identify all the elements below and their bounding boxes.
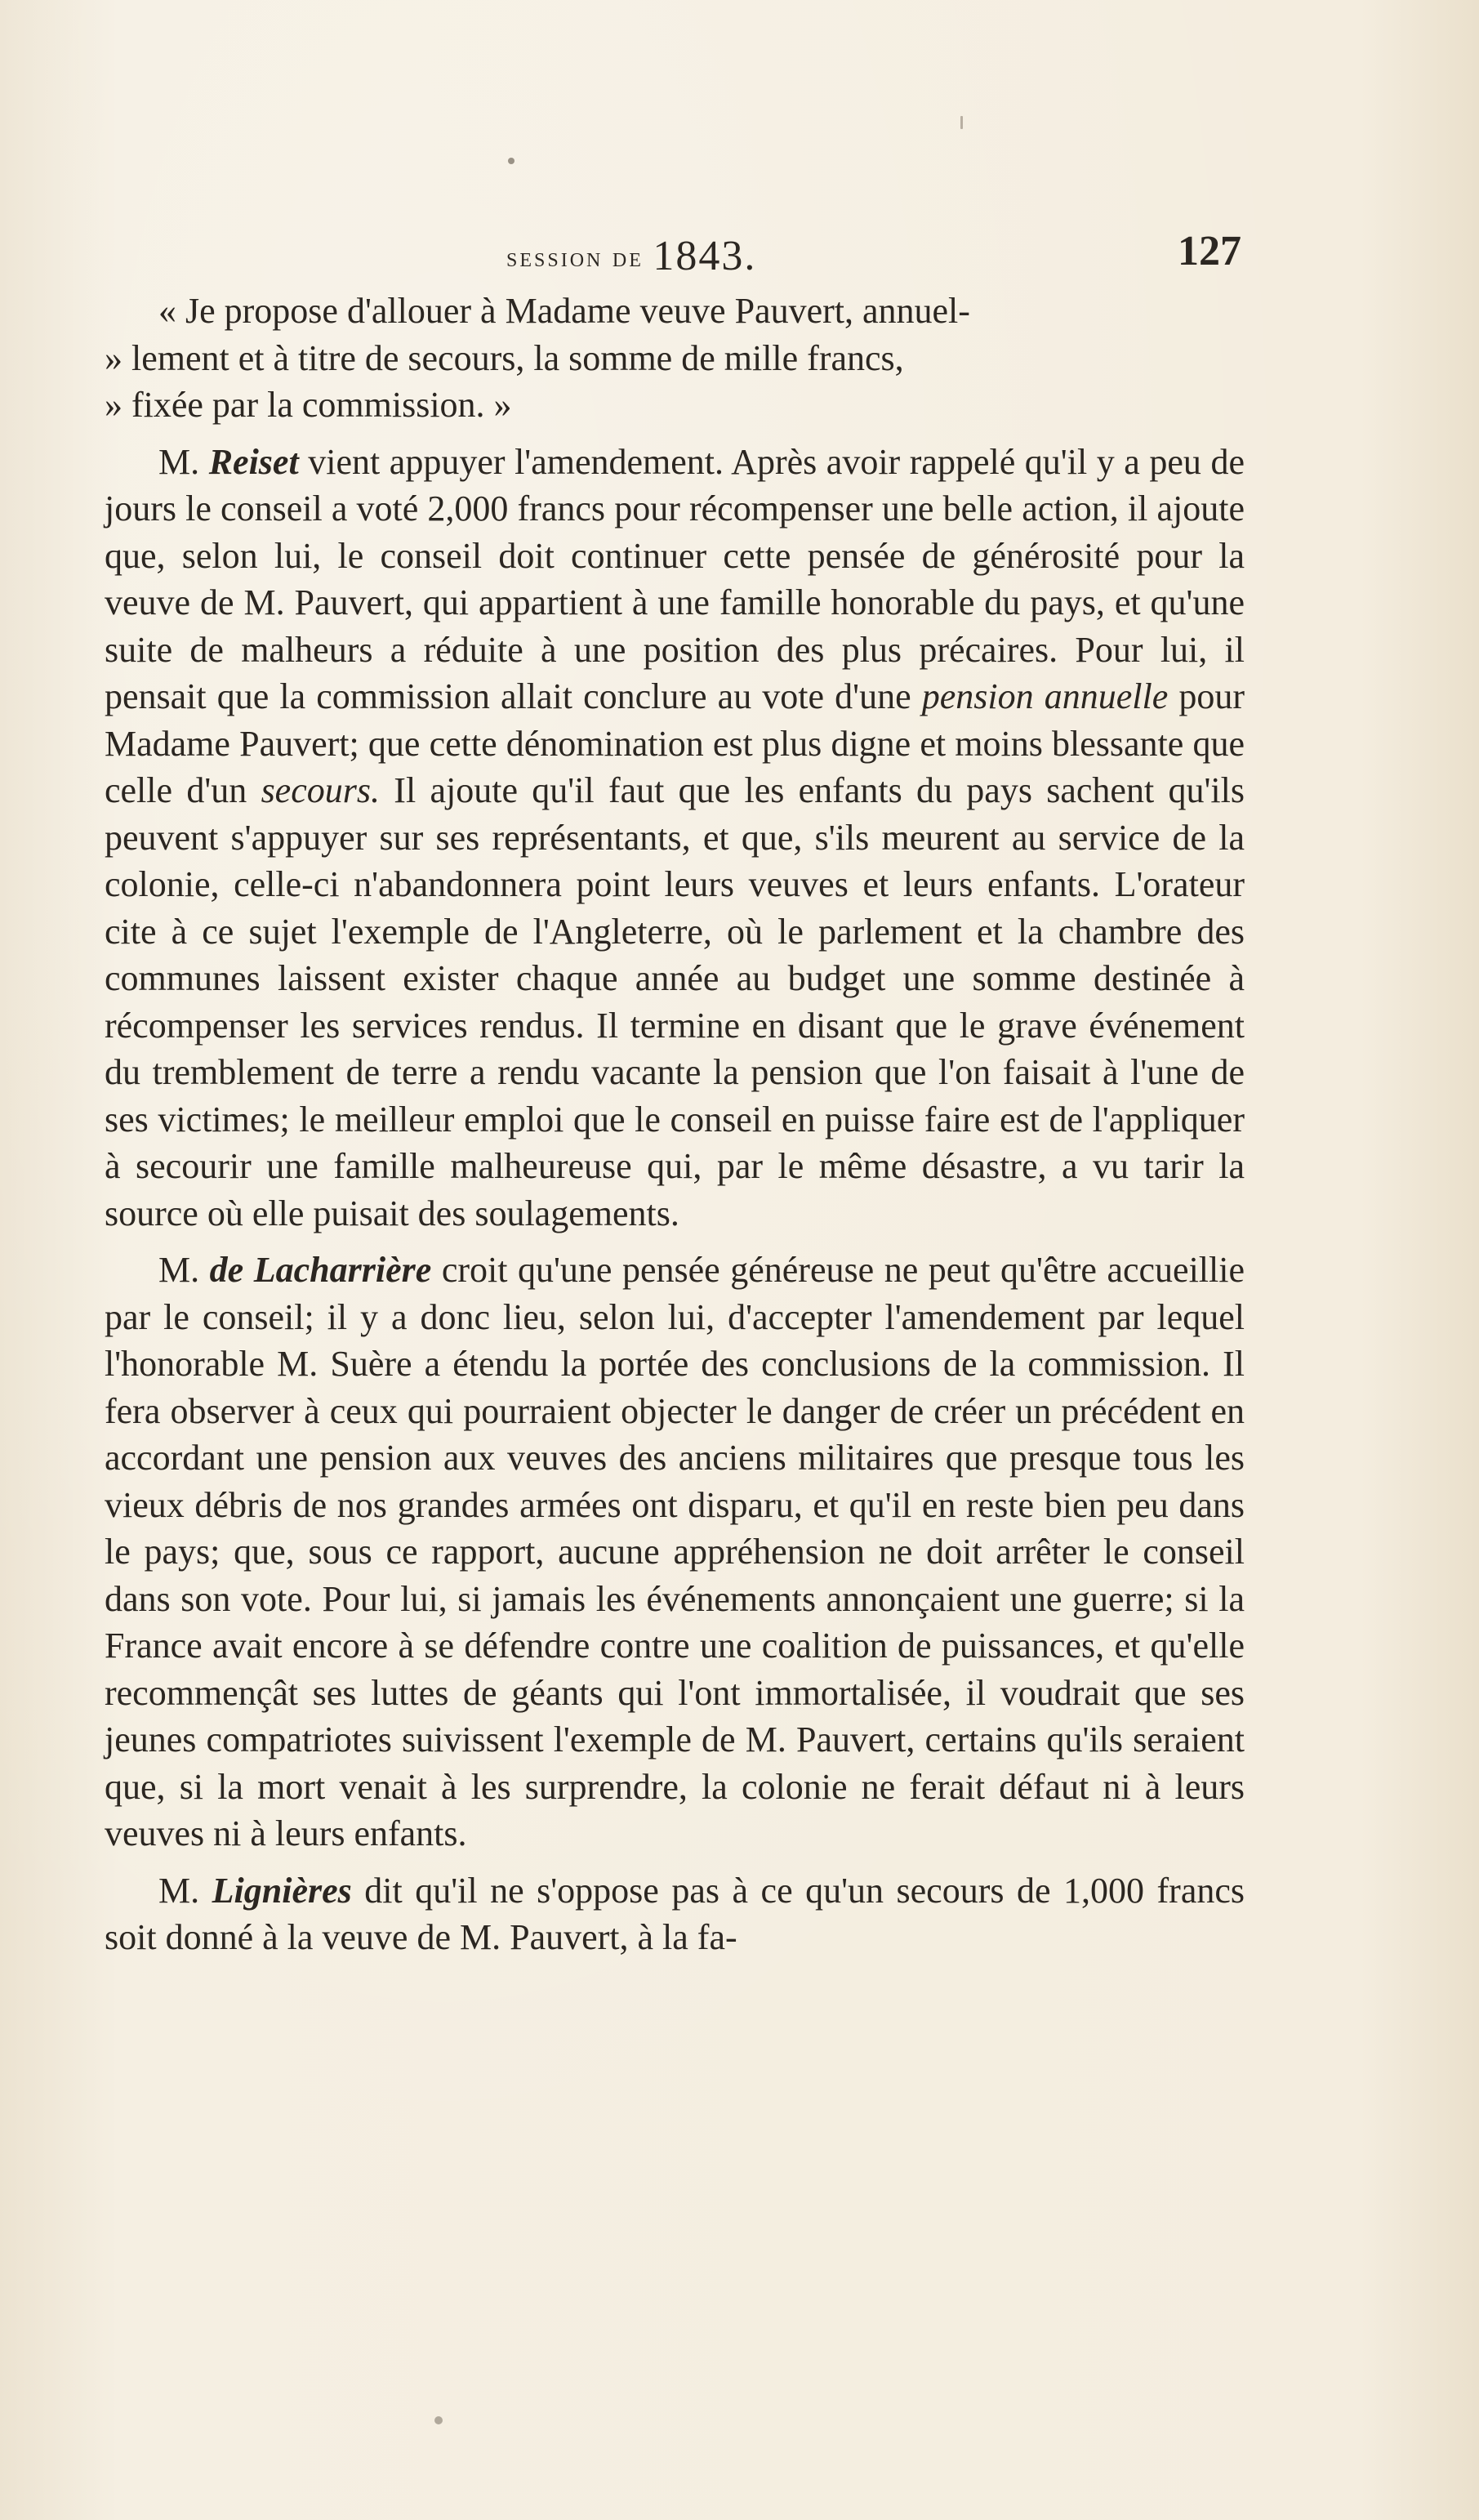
quote-line: » lement et à titre de secours, la somme de mille francs, — [105, 337, 904, 378]
speaker-prefix: M. — [158, 441, 200, 482]
ink-speck — [434, 2416, 443, 2424]
paragraph-text: croit qu'une pensée généreuse ne peut qu'être accueillie par le conseil; il y a donc lieu, selon lui, d'accepter l'amendement par lequel l'honorable M. Suère a étendu la portée des conclusions de la commission. Il fera observer à ceux qui pourraient objecter le danger de créer un précédent en accordant une pension aux veuves des anciens militaires que presque tous les vieux débris de nos grandes armées ont disparu, et qu'il en reste bien peu dans le pays; que, sous ce rapport, aucune appréhension ne doit arrêter le conseil dans son vote. Pour lui, si jamais les événements annonçaient une guerre; si la France avait encore à se défendre contre une coalition de puissances, et qu'elle recommençât ses luttes de géants qui l'ont immortalisée, il voudrait que ses jeunes compatriotes suivissent l'exemple de M. Pauvert, certains qu'ils seraient que, si la mort venait à les surprendre, la colonie ne ferait défaut ni à leurs veuves ni à leurs enfants. — [105, 1250, 1245, 1853]
speaker-prefix: M. — [158, 1250, 200, 1290]
speaker-prefix: M. — [158, 1870, 200, 1911]
quote-line: » fixée par la commission. » — [105, 385, 512, 425]
paragraph-reiset — [105, 439, 1245, 1238]
quoted-amendment — [105, 288, 1245, 429]
paragraph-text: vient appuyer l'amendement. Après avoir rappelé qu'il y a peu de jours le conseil a voté 2,000 francs pour récompenser une belle action, il ajoute que, selon lui, le conseil doit continuer cette pensée de générosité pour la veuve de M. Pauvert, qui appartient à une famille honorable du pays, et qu'une suite de malheurs a réduite à une position des plus précaires. Pour lui, il pensait que la commission allait conclure au vote d'une — [105, 441, 1245, 716]
paragraph-lacharriere — [105, 1247, 1245, 1858]
ink-speck — [508, 158, 515, 164]
page-header — [123, 227, 1241, 279]
body-text — [105, 288, 1245, 1971]
page-number: 127 — [1178, 228, 1241, 274]
running-head-year: 1843. — [653, 233, 757, 279]
speaker-name: Reiset — [208, 441, 299, 482]
running-head — [506, 232, 756, 280]
emphasis-text: pension annuelle — [921, 676, 1169, 716]
paragraph-lignieres — [105, 1867, 1245, 1961]
paragraph-text: dit qu'il ne s'oppose pas à ce qu'un secours de 1,000 francs soit donné à la veuve de M. Pauvert, à la fa- — [105, 1870, 1245, 1957]
paragraph-text: Il ajoute qu'il faut que les enfants du pays sachent qu'ils peuvent s'appuyer sur ses représentants, et que, s'ils meurent au service de la colonie, celle-ci n'abandonnera point leurs veuves et leurs enfants. L'orateur cite à ce sujet l'exemple de l'Angleterre, où le parlement et la chambre des communes laissent exister chaque année au budget une somme destinée à récompenser les services rendus. Il termine en disant que le grave événement du tremblement de terre a rendu vacante la pension que l'on faisait à l'une de ses victimes; le meilleur emploi que le conseil en puisse faire est de l'appliquer à secourir une famille malheureuse qui, par le même désastre, a vu tarir la source où elle puisait des soulagements. — [105, 770, 1245, 1233]
speaker-name: Lignières — [212, 1870, 352, 1911]
ink-speck — [960, 116, 963, 129]
running-head-prefix: session de — [506, 243, 644, 273]
paragraph-text: pour Madame Pauvert; que cette dénomination est plus digne et moins blessante que celle d'un — [105, 676, 1245, 810]
speaker-name: de Lacharrière — [209, 1250, 432, 1290]
emphasis-text: secours. — [261, 770, 380, 810]
quote-line: « Je propose d'allouer à Madame veuve Pauvert, annuel- — [158, 291, 970, 331]
